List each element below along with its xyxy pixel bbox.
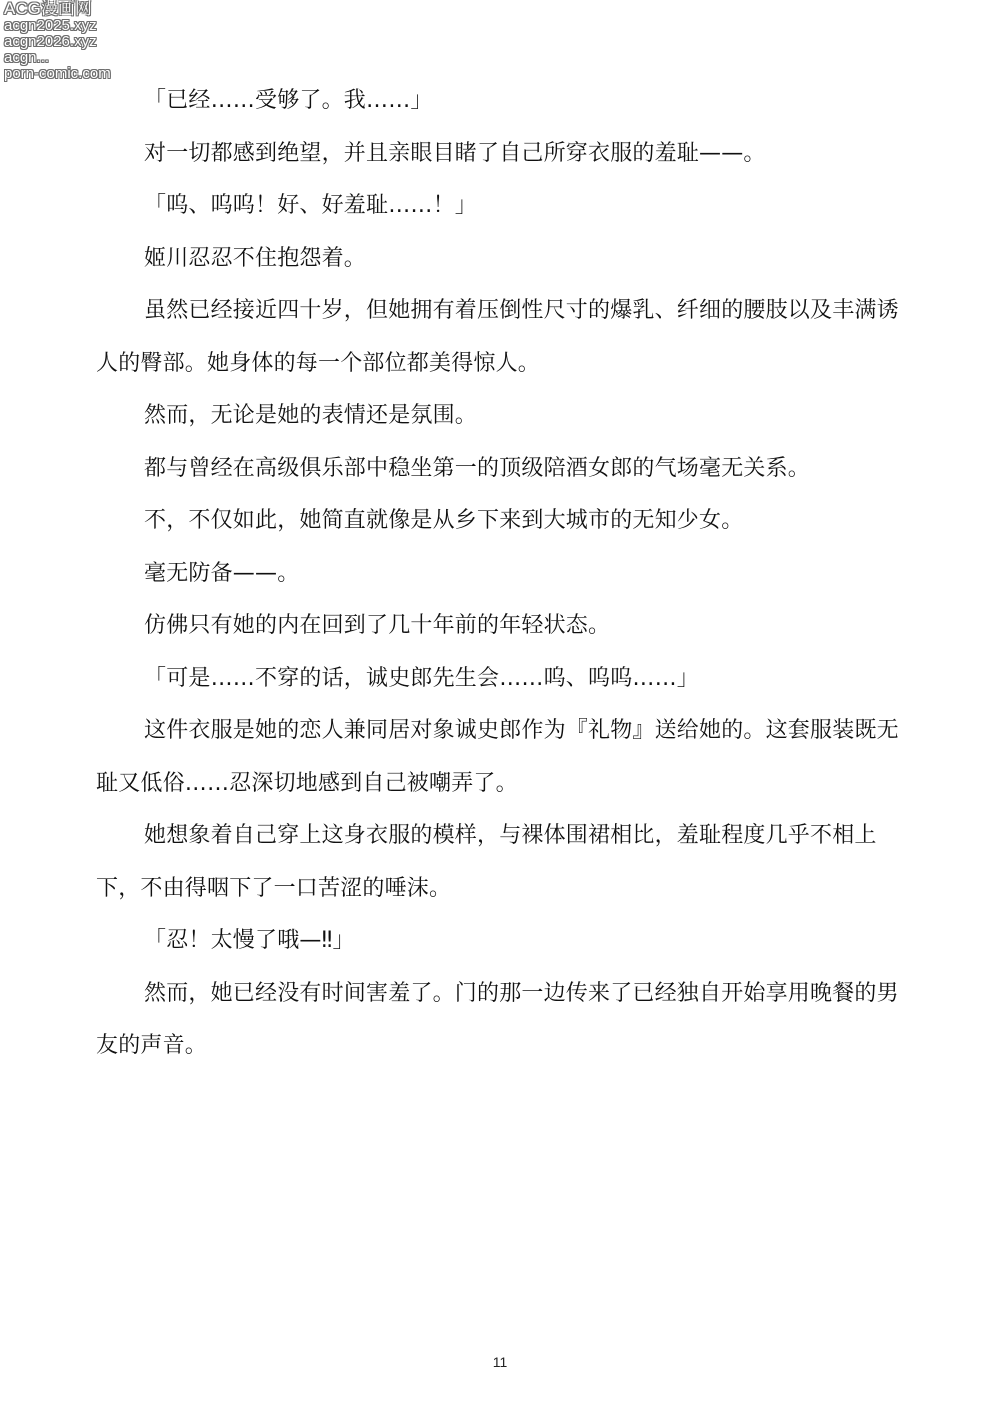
paragraph: 「可是……不穿的话，诚史郎先生会……呜、呜呜……」 [144, 665, 700, 691]
paragraph: 仿佛只有她的内在回到了几十年前的年轻状态。 [144, 613, 611, 638]
paragraph: 「呜、呜呜！好、好羞耻……！」 [144, 193, 478, 218]
paragraph: 毫无防备——。 [144, 560, 300, 586]
paragraph: 然而，她已经没有时间害羞了。门的那一边传来了已经独自开始享用晚餐的男友的声音。 [96, 980, 899, 1058]
paragraph: 「已经……受够了。我……」 [144, 88, 433, 113]
paragraph: 都与曾经在高级俱乐部中稳坐第一的顶级陪酒女郎的气场毫无关系。 [144, 455, 811, 481]
page-number: 11 [492, 1354, 508, 1370]
watermark-line: porn-comic.com [4, 65, 111, 82]
watermark [4, 0, 111, 82]
paragraph: 对一切都感到绝望，并且亲眼目睹了自己所穿衣服的羞耻——。 [144, 140, 766, 166]
paragraph: 不，不仅如此，她简直就像是从乡下来到大城市的无知少女。 [144, 508, 744, 533]
text-body [96, 75, 900, 1073]
watermark-line: acgn2026.xyz [4, 33, 97, 50]
watermark-line: acgn2025.xyz [4, 17, 97, 34]
paragraph: 姬川忍忍不住抱怨着。 [144, 245, 367, 271]
paragraph: 这件衣服是她的恋人兼同居对象诚史郎作为『礼物』送给她的。这套服装既无耻又低俗……忍深切地感到自己被嘲弄了。 [96, 718, 899, 796]
paragraph: 她想象着自己穿上这身衣服的模样，与裸体围裙相比，羞耻程度几乎不相上下，不由得咽下了一口苦涩的唾沫。 [96, 823, 877, 901]
watermark-line: acgn... [4, 49, 50, 66]
paragraph: 虽然已经接近四十岁，但她拥有着压倒性尺寸的爆乳、纤细的腰肢以及丰满诱人的臀部。她身体的每一个部位都美得惊人。 [96, 298, 899, 376]
paragraph: 然而，无论是她的表情还是氛围。 [144, 403, 478, 428]
paragraph: 「忍！太慢了哦—‼」 [144, 928, 355, 953]
watermark-line: ACG漫画网 [4, 0, 92, 18]
